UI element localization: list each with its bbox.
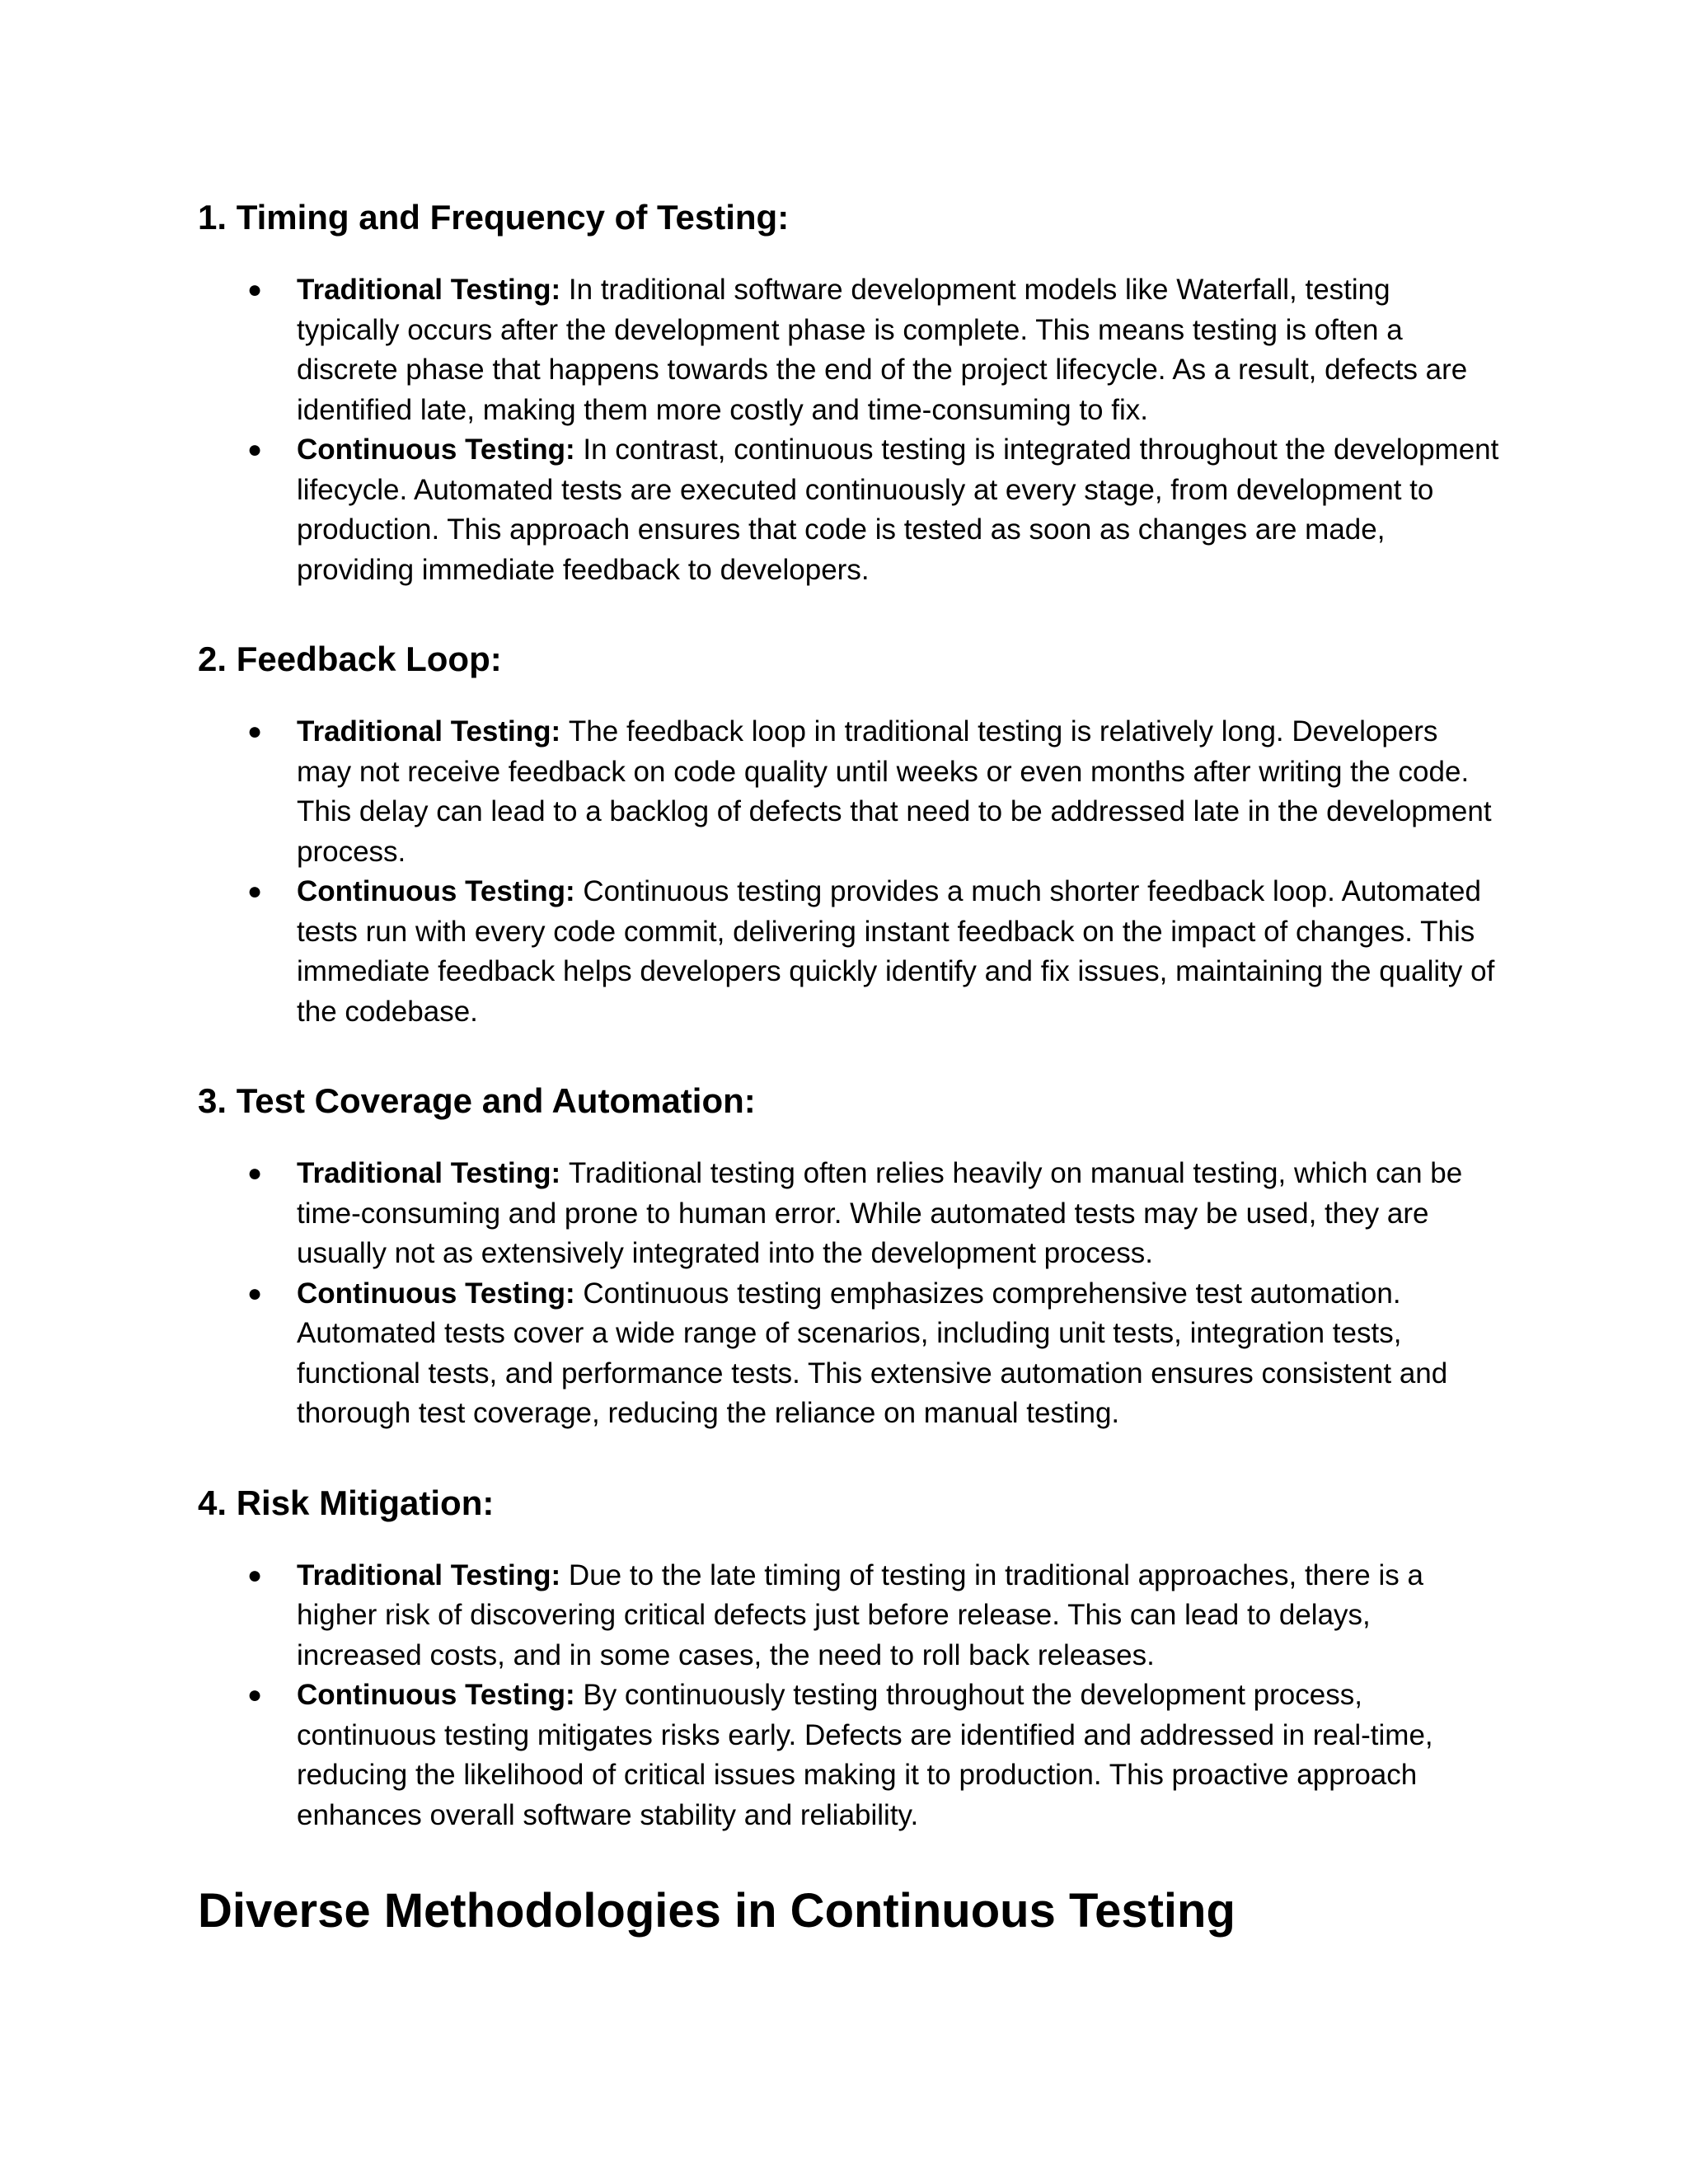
item-text: Continuous testing emphasizes comprehensive test automation. Automated tests cover a wide range of scenarios, including unit tests, integration tests, functional tests, and performance tests. This extensive automation ensures consistent and thorough test coverage, reducing the reliance on manual testing. bbox=[297, 1277, 1448, 1429]
item-label: Continuous Testing: bbox=[297, 875, 584, 907]
bullet-list-feedback bbox=[198, 712, 1500, 1032]
item-label: Traditional Testing: bbox=[297, 274, 569, 306]
bullet-list-coverage bbox=[198, 1154, 1500, 1434]
list-item bbox=[198, 1556, 1500, 1676]
closing-title: Diverse Methodologies in Continuous Testing bbox=[198, 1884, 1236, 1938]
bullet-icon: ● bbox=[247, 1160, 263, 1187]
list-item bbox=[198, 872, 1500, 1032]
section-heading-feedback: 2. Feedback Loop: bbox=[198, 640, 502, 678]
item-label: Traditional Testing: bbox=[297, 1558, 569, 1591]
item-label: Continuous Testing: bbox=[297, 1679, 584, 1711]
item-text: Continuous testing provides a much shorter feedback loop. Automated tests run with every code commit, delivering instant feedback on the impact of changes. This immediate feedback helps developers quickly identify and fix issues, maintaining the quality of the codebase. bbox=[297, 875, 1495, 1028]
list-item bbox=[198, 270, 1500, 430]
bullet-icon: ● bbox=[247, 276, 263, 303]
item-label: Traditional Testing: bbox=[297, 715, 569, 748]
item-text: In traditional software development models like Waterfall, testing typically occurs after the development phase is complete. This means testing is often a discrete phase that happens towards the end of the project lifecycle. As a result, defects are identified late, making them more costly and time-consuming to fix. bbox=[297, 274, 1468, 426]
bullet-icon: ● bbox=[247, 718, 263, 745]
item-label: Continuous Testing: bbox=[297, 434, 584, 466]
section-heading-timing: 1. Timing and Frequency of Testing: bbox=[198, 198, 790, 237]
bullet-icon: ● bbox=[247, 878, 263, 905]
bullet-icon: ● bbox=[247, 1561, 263, 1589]
bullet-icon: ● bbox=[247, 1279, 263, 1307]
bullet-list-risk bbox=[198, 1556, 1500, 1836]
section-heading-risk: 4. Risk Mitigation: bbox=[198, 1483, 495, 1522]
item-label: Continuous Testing: bbox=[297, 1277, 584, 1310]
document-content bbox=[198, 194, 1500, 1941]
list-item bbox=[198, 1675, 1500, 1835]
item-text: Traditional testing often relies heavily on manual testing, which can be time-consuming and prone to human error. While automated tests may be used, they are usually not as extensively integrated into the development process. bbox=[297, 1157, 1463, 1269]
section-heading-coverage: 3. Test Coverage and Automation: bbox=[198, 1081, 756, 1120]
bullet-icon: ● bbox=[247, 1681, 263, 1708]
item-text: In contrast, continuous testing is integrated throughout the development lifecycle. Automated tests are executed continuously at every stage, from development to production. This approach ensures that code is tested as soon as changes are made, providing immediate feedback to developers. bbox=[297, 434, 1499, 586]
item-text: The feedback loop in traditional testing is relatively long. Developers may not receive feedback on code quality until weeks or even months after writing the code. This delay can lead to a backlog of defects that need to be addressed late in the development process. bbox=[297, 715, 1492, 868]
list-item bbox=[198, 1154, 1500, 1274]
item-text: By continuously testing throughout the development process, continuous testing mitigates risks early. Defects are identified and addressed in real-time, reducing the likelihood of critical issues making it to production. This proactive approach enhances overall software stability and reliability. bbox=[297, 1679, 1433, 1831]
item-label: Traditional Testing: bbox=[297, 1157, 569, 1189]
bullet-icon: ● bbox=[247, 436, 263, 463]
item-text: Due to the late timing of testing in traditional approaches, there is a higher risk of discovering critical defects just before release. This can lead to delays, increased costs, and in some cases, the need to roll back releases. bbox=[297, 1558, 1423, 1671]
list-item bbox=[198, 712, 1500, 872]
list-item bbox=[198, 1274, 1500, 1434]
list-item bbox=[198, 430, 1500, 590]
bullet-list-timing bbox=[198, 270, 1500, 590]
